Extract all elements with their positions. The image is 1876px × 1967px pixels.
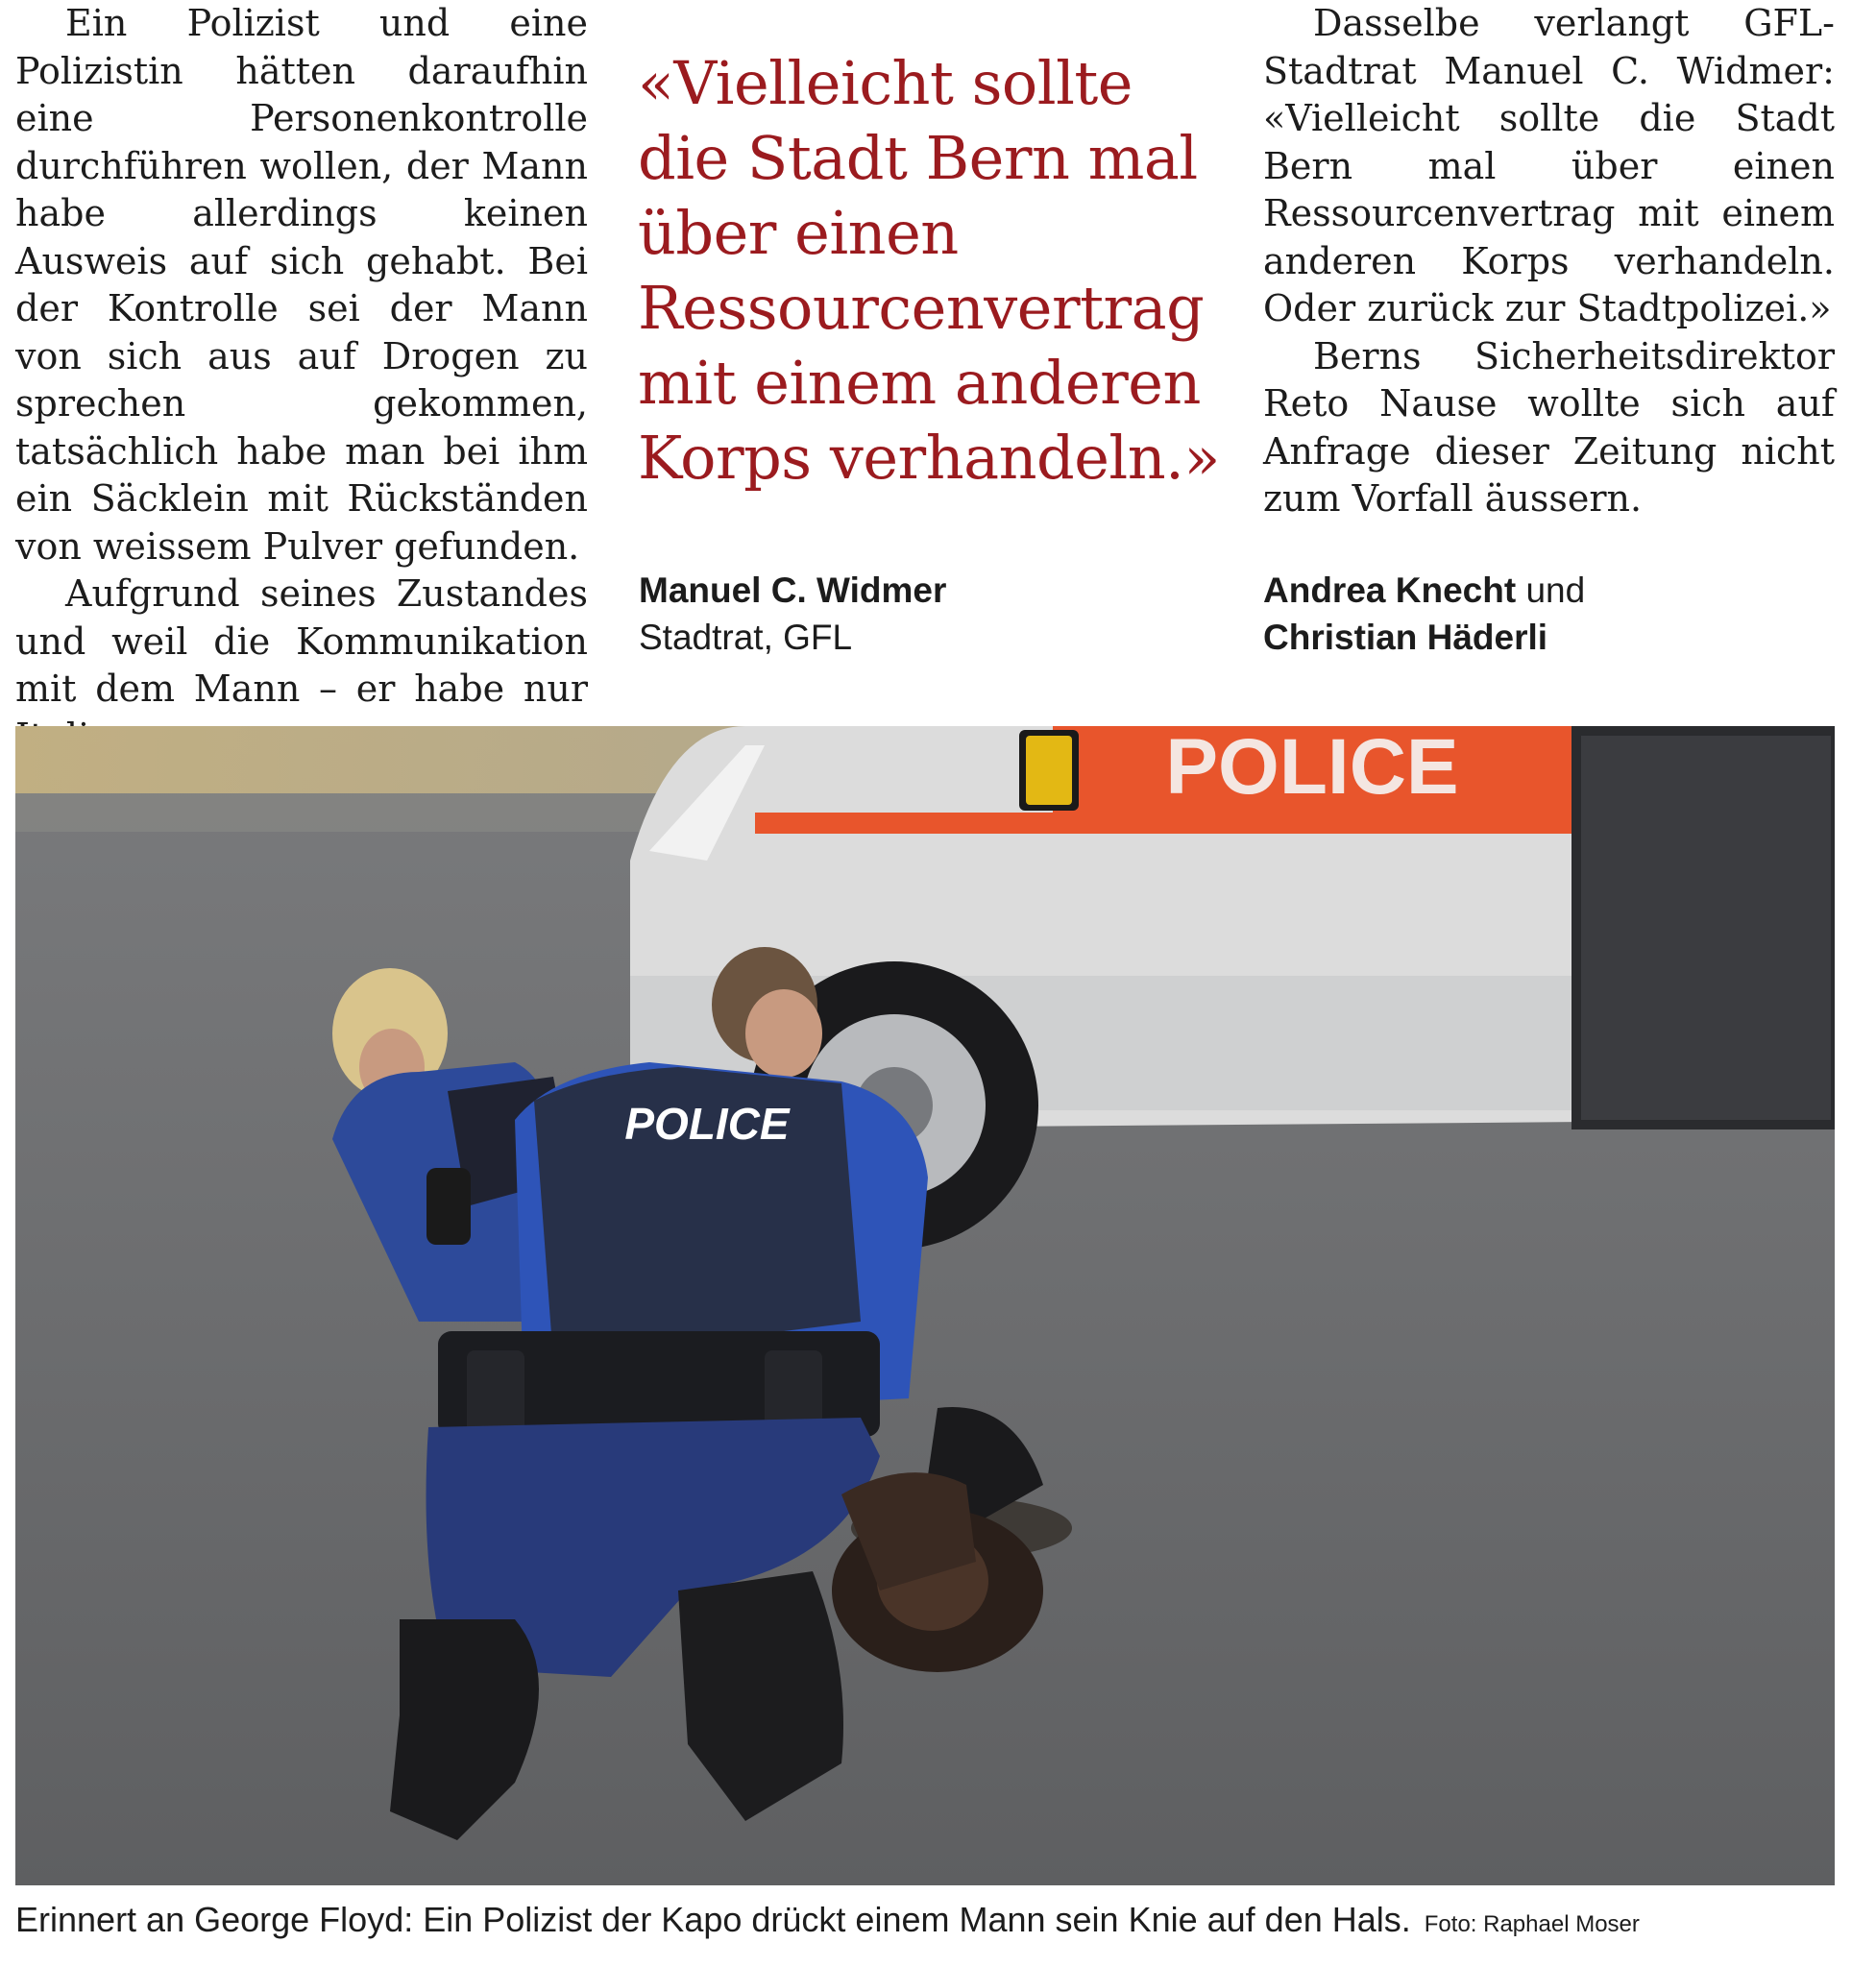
photo-illustration <box>15 726 1835 1885</box>
article-column-left <box>15 0 588 761</box>
photo-caption <box>15 1897 1835 1948</box>
news-photo <box>15 726 1835 1885</box>
quote-author-name: Manuel C. Widmer <box>639 571 947 610</box>
author-name: Andrea Knecht <box>1263 571 1517 610</box>
quote-author-role: Stadtrat, GFL <box>639 618 853 657</box>
author-byline <box>1263 567 1585 661</box>
author-connector: und <box>1525 571 1586 610</box>
article-column-right <box>1263 0 1835 523</box>
paragraph: Ein Polizist und eine Polizistin hätten daraufhin eine Personenkontrolle durchführen wollen, der Mann habe allerdings keinen Ausweis auf sich gehabt. Bei der Kontrolle sei der Mann von sich aus auf Drogen zu sprechen gekommen, tatsächlich habe man bei ihm ein Säcklein mit Rückständen von weissem Pulver gefunden. <box>15 2 588 568</box>
pull-quote <box>638 46 1224 496</box>
photo-credit: Foto: Raphael Moser <box>1424 1911 1640 1937</box>
pull-quote-text: «Vielleicht sollte die Stadt Bern mal über einen Ressourcenvertrag mit einem anderen Korps verhandeln.» <box>638 48 1220 493</box>
paragraph: Berns Sicherheitsdirektor Reto Nause wollte sich auf Anfrage dieser Zeitung nicht zum Vorfall äussern. <box>1263 334 1835 520</box>
paragraph: Aufgrund seines Zustandes und weil die Kommunikation mit dem Mann – er habe nur <box>15 572 588 710</box>
quote-attribution <box>639 567 946 661</box>
paragraph: Dasselbe verlangt GFL-Stadtrat Manuel C. Widmer: «Vielleicht sollte die Stadt Bern mal über einen Ressourcenvertrag mit einem anderen Korps verhandeln. Oder zurück zur Stadtpolizei.» <box>1263 2 1835 329</box>
vest-police-label: POLICE <box>624 1099 790 1149</box>
van-police-label: POLICE <box>1165 726 1459 811</box>
author-name: Christian Häderli <box>1263 618 1548 657</box>
caption-text: Erinnert an George Floyd: Ein Polizist der Kapo drückt einem Mann sein Knie auf den Hals. <box>15 1900 1411 1939</box>
